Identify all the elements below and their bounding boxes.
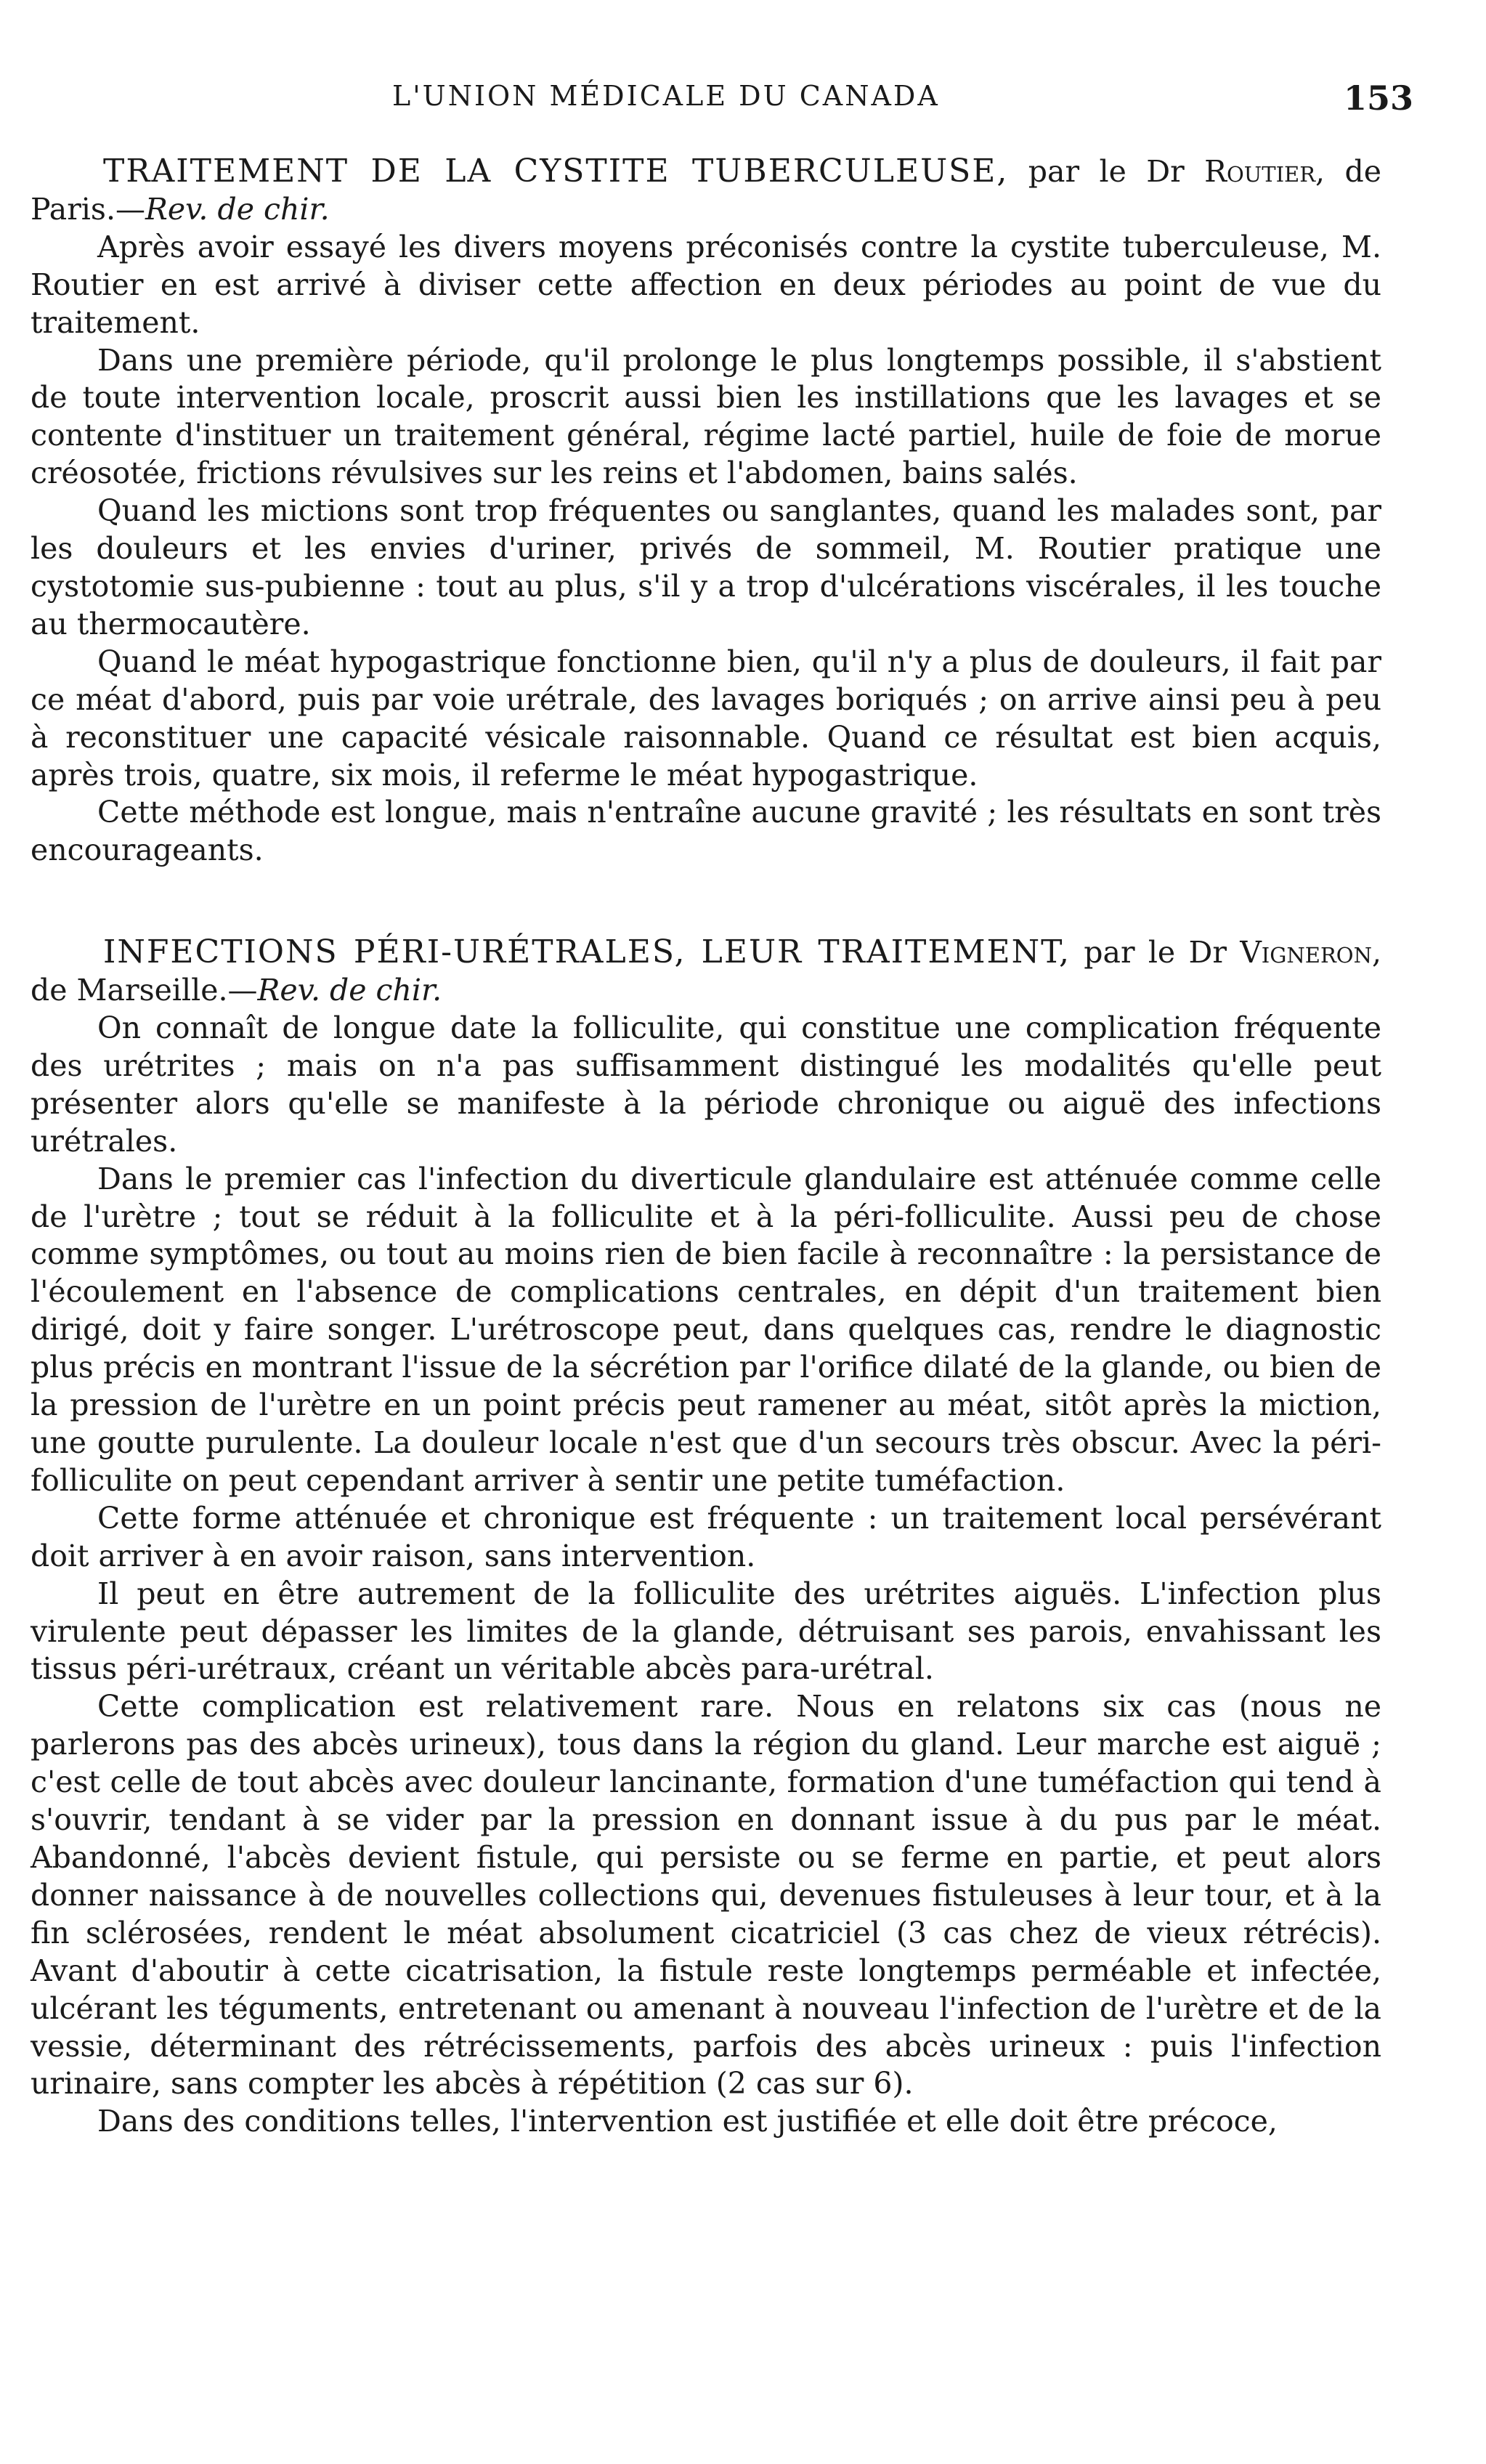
paragraph: Quand le méat hypogastrique fonctionne bien, qu'il n'y a plus de douleurs, il fait par ce méat d'abord, puis par voie urétrale, des lavages boriqués ; on arrive ainsi peu à peu à reconstituer une capacité vésicale raisonnable. Quand ce résultat est bien acquis, après trois, quatre, six mois, il referme le méat hypogastrique. <box>31 644 1381 793</box>
paragraph: On connaît de longue date la folliculite, qui constitue une complication fréquente des urétrites ; mais on n'a pas suffisamment distingué les modalités qu'elle peut présenter alors qu'elle se manifeste à la période chronique ou aiguë des infections urétrales. <box>31 1010 1381 1159</box>
paragraph: Après avoir essayé les divers moyens préconisés contre la cystite tuberculeuse, M. Routier en est arrivé à diviser cette affection en deux périodes au point de vue du traitement. <box>31 229 1381 340</box>
paragraph: Dans une première période, qu'il prolonge le plus longtemps possible, il s'abstient de toute intervention locale, proscrit aussi bien les instillations que les lavages et se contente d'instituer un traitement général, régime lacté partiel, huile de foie de morue créosotée, frictions révulsives sur les reins et l'abdomen, bains salés. <box>31 342 1381 491</box>
source-journal: Rev. de chir. <box>145 191 330 227</box>
paragraph: Quand les mictions sont trop fréquentes ou sanglantes, quand les malades sont, par les douleurs et les envies d'uriner, privés de sommeil, M. Routier pratique une cystotomie sus-pubienne : tout au plus, s'il y a trop d'ulcérations viscérales, il les touche au thermocautère. <box>31 493 1381 641</box>
section-gap <box>31 870 1381 933</box>
page-number: 153 <box>1343 78 1413 118</box>
page-body <box>31 153 1381 2141</box>
title-by: par le Dr <box>1071 935 1241 970</box>
source-journal: Rev. de chir. <box>257 973 442 1008</box>
paragraph: Dans des conditions telles, l'intervention est justifiée et elle doit être précoce, <box>97 2104 1278 2139</box>
article-infections-peri-uretrales <box>31 933 1381 2141</box>
paragraph: Cette complication est relativement rare. Nous en relatons six cas (nous ne parlerons pas des abcès urineux), tous dans la région du gland. Leur marche est aiguë ; c'est celle de tout abcès avec douleur lancinante, formation d'une tuméfaction qui tend à s'ouvrir, tendant à se vider par la pression en donnant issue à du pus par le méat. Abandonné, l'abcès devient fistule, qui persiste ou se ferme en partie, et peut alors donner naissance à de nouvelles collections qui, devenues fistuleuses à leur tour, et à la fin sclérosées, rendent le méat absolument cicatriciel (3 cas chez de vieux rétrécis). Avant d'aboutir à cette cicatrisation, la fistule reste longtemps perméable et infectée, ulcérant les téguments, entretenant ou amenant à nouveau l'infection de l'urètre et de la vessie, déterminant des rétrécissements, parfois des abcès urineux : puis l'infection urinaire, sans compter les abcès à répétition (2 cas sur 6). <box>31 1689 1381 2102</box>
title-caps: INFECTIONS PÉRI-URÉTRALES, LEUR TRAITEMENT, <box>103 933 1071 971</box>
paragraph: Cette méthode est longue, mais n'entraîne aucune gravité ; les résultats en sont très encourageants. <box>31 795 1381 868</box>
title-caps: TRAITEMENT DE LA CYSTITE TUBERCULEUSE, <box>103 153 1009 190</box>
paragraph: Il peut en être autrement de la folliculite des urétrites aiguës. L'infection plus virulente peut dépasser les limites de la glande, détruisant ses parois, envahissant les tissus péri-urétraux, créant un véritable abcès para-urétral. <box>31 1576 1381 1687</box>
author-name: Vigneron <box>1240 935 1372 970</box>
article-title <box>31 153 1381 229</box>
author-place: , de Marseille.— <box>31 935 1381 1008</box>
article-cystite-tuberculeuse <box>31 153 1381 870</box>
article-title <box>31 933 1381 1010</box>
author-name: Routier <box>1204 154 1316 189</box>
title-by: par le Dr <box>1008 154 1205 189</box>
paragraph: Dans le premier cas l'infection du diverticule glandulaire est atténuée comme celle de l'urètre ; tout se réduit à la folliculite et à la péri-folliculite. Aussi peu de chose comme symptômes, ou tout au moins rien de bien facile à reconnaître : la persistance de l'écoulement en l'absence de complications centrales, en dépit d'un traitement bien dirigé, doit y faire songer. L'urétroscope peut, dans quelques cas, rendre le diagnostic plus précis en montrant l'issue de la sécrétion par l'orifice dilaté de la glande, ou bien de la pression de l'urètre en un point précis peut ramener au méat, sitôt après la miction, une goutte purulente. La douleur locale n'est que d'un secours très obscur. Avec la péri-folliculite on peut cependant arriver à sentir une petite tuméfaction. <box>31 1161 1381 1498</box>
author-place: , de Paris.— <box>31 154 1381 227</box>
paragraph: Cette forme atténuée et chronique est fréquente : un traitement local persévérant doit arriver à en avoir raison, sans intervention. <box>31 1500 1381 1573</box>
running-title: L'UNION MÉDICALE DU CANADA <box>392 80 940 112</box>
